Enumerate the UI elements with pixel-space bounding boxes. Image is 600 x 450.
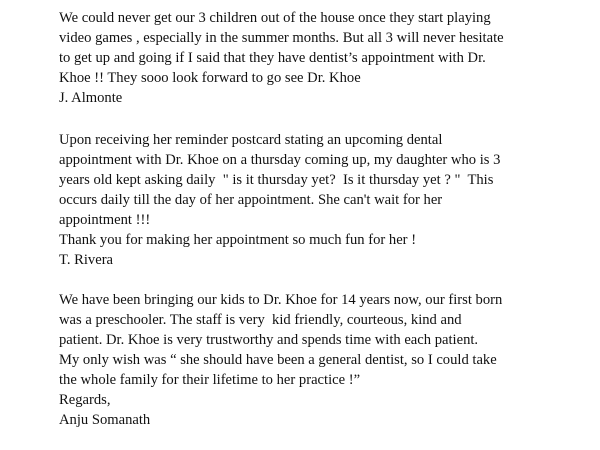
testimonial-3-line-6: Regards,: [59, 392, 111, 408]
testimonial-3-line-2: was a preschooler. The staff is very kid friendly, courteous, kind and: [59, 312, 462, 328]
testimonial-3-line-4: My only wish was “ she should have been a general dentist, so I could take: [59, 352, 497, 368]
testimonial-3-line-5: the whole family for their lifetime to her practice !”: [59, 372, 361, 388]
testimonial-1-author: J. Almonte: [59, 90, 123, 106]
testimonial-1-line-2: video games , especially in the summer months. But all 3 will never hesitate: [59, 30, 504, 46]
testimonial-3-line-1: We have been bringing our kids to Dr. Khoe for 14 years now, our first born: [59, 292, 503, 308]
testimonial-3-line-3: patient. Dr. Khoe is very trustworthy and spends time with each patient.: [59, 332, 479, 348]
testimonial-2-line-5: appointment !!!: [59, 212, 151, 228]
testimonial-2-line-2: appointment with Dr. Khoe on a thursday coming up, my daughter who is 3: [59, 152, 501, 168]
testimonial-2-line-1: Upon receiving her reminder postcard stating an upcoming dental: [59, 132, 443, 148]
testimonial-2-author: T. Rivera: [59, 252, 114, 268]
testimonial-1-line-3: to get up and going if I said that they have dentist’s appointment with Dr.: [59, 50, 486, 66]
testimonial-3-author: Anju Somanath: [59, 412, 151, 428]
testimonial-2-line-3: years old kept asking daily " is it thursday yet? Is it thursday yet ? " This: [59, 172, 494, 188]
testimonial-1-line-1: We could never get our 3 children out of the house once they start playing: [59, 10, 491, 26]
testimonial-2-line-6: Thank you for making her appointment so much fun for her !: [59, 232, 417, 248]
testimonial-1-line-4: Khoe !! They sooo look forward to go see Dr. Khoe: [59, 70, 361, 86]
testimonial-2-line-4: occurs daily till the day of her appointment. She can't wait for her: [59, 192, 443, 208]
